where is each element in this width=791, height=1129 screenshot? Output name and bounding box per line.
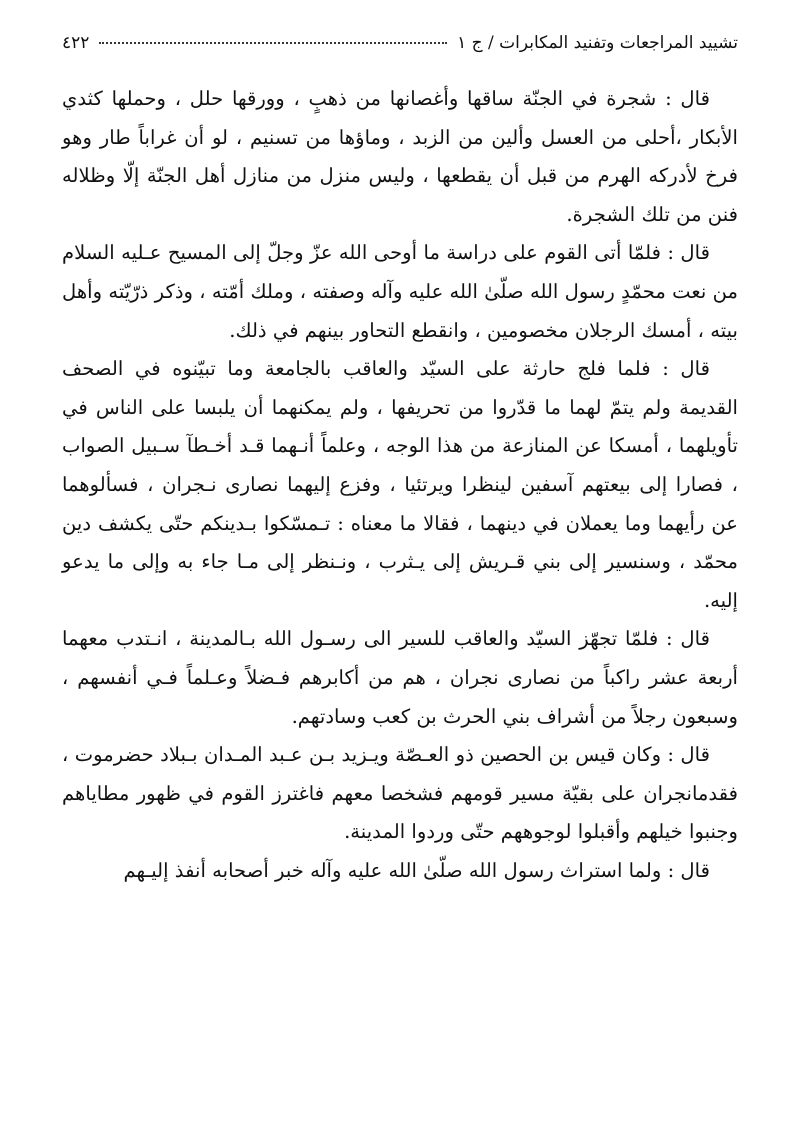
book-page <box>62 28 738 1118</box>
page-number: ٤٢٢ <box>62 33 90 53</box>
paragraph-prophet-dispatch: قال : ولما استراث رسول الله صلّىٰ الله عليه وآله خبر أصحابه أنفذ إليـهم <box>123 858 710 882</box>
book-title: تشييد المراجعات وتفنيد المكابرات / ج ١ <box>457 33 738 53</box>
paragraph-tree-of-paradise: قال : شجرة في الجنّة ساقها وأغصانها من ذهبٍ ، وورقها حلل ، وحملها كثدي الأبكار ،أحلى من العسل وألين من الزبد ، وماؤها من تسنيم ، لو أن غراباً طار وهو فرخ لأدركه الهرم من قبل أن يقطعها ، وليس منزل من منازل أهل الجنّة إلّا وظلاله فنن من تلك الشجرة. <box>62 87 738 226</box>
header-dot-leader <box>99 28 447 44</box>
paragraph-journey-preparation: قال : فلمّا تجهّز السيّد والعاقب للسير الى رسـول الله بـالمدينة ، انـتدب معهما أربعة عشر راكباً من نصارى نجران ، هم من أكابرهم فـضلاً وعـلماً فـي أنفسهم ، وسبعون رجلاً من أشراف بني الحرث بن كعب وسادتهم. <box>62 627 738 728</box>
running-header <box>62 28 738 60</box>
paragraph-haritha-argument: قال : فلما فلج حارثة على السيّد والعاقب بالجامعة وما تبيّنوه في الصحف القديمة ولم يتمّ لهما ما قدّروا من تحريفها ، ولم يمكنهما أن يلبسا على الناس في تأويلهما ، أمسكا عن المنازعة من هذا الوجه ، وعلماً أنـهما قـد أخـطآ سـبيل الصواب ، فصارا إلى بيعتهم آسفين لينظرا ويرتئيا ، وفزع إليهما نصارى نـجران ، فسألوهما عن رأيهما وما يعملان في دينهما ، فقالا ما معناه : تـمسّكوا بـدينكم حتّى يكشف دين محمّد ، وسنسير إلى بني قـريش إلى يـثرب ، ونـنظر إلى مـا جاء به وإلى ما يدعو إليه. <box>62 357 739 612</box>
paragraph-study-of-revelation: قال : فلمّا أتى القوم على دراسة ما أوحى الله عزّ وجلّ إلى المسيح عـليه السلام من نعت محمّدٍ رسول الله صلّىٰ الله عليه وآله وصفته ، وملك أمّته ، وذكر ذرّيّته وأهل بيته ، أمسك الرجلان مخصومين ، وانقطع التحاور بينهم في ذلك. <box>62 241 738 342</box>
paragraph-arrival-medina: قال : وكان قيس بن الحصين ذو العـصّة ويـزيد بـن عـبد المـدان بـبلاد حضرموت ، فقدمانجران على بقيّة مسير قومهم فشخصا معهم فاغترز القوم في ظهور مطاياهم وجنبوا خيلهم وأقبلوا لوجوههم حتّى وردوا المدينة. <box>62 743 738 844</box>
body-text <box>62 80 738 890</box>
